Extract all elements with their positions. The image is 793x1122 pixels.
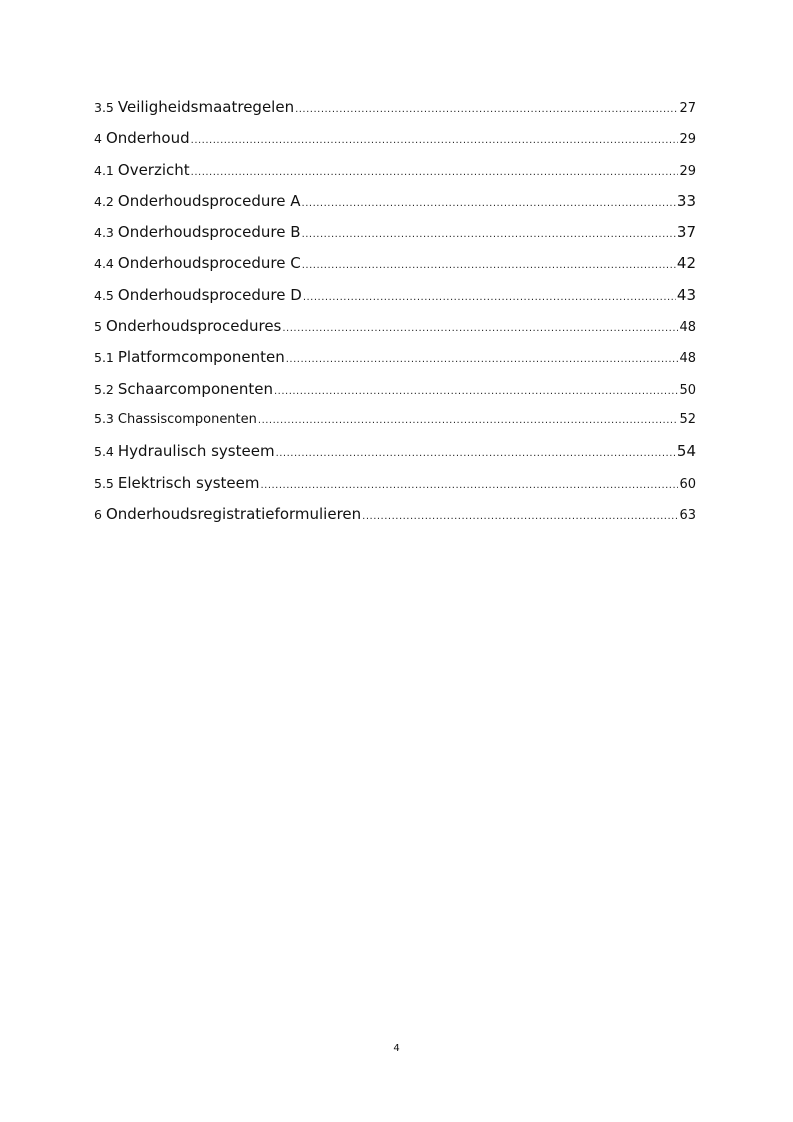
toc-entry-number: 4: [94, 131, 102, 147]
toc-entry-page: 60: [679, 476, 696, 492]
toc-entry[interactable]: [94, 98, 696, 129]
toc-entry-title: Onderhoudsregistratieformulieren: [105, 504, 362, 523]
toc-entry-title: Overzicht: [117, 160, 190, 179]
toc-entry[interactable]: [94, 192, 696, 223]
toc-entry-number: 4.3: [94, 225, 114, 241]
toc-dot-leader: [276, 448, 676, 459]
toc-entry-page: 37: [676, 223, 696, 242]
toc-dot-leader: [302, 260, 676, 271]
toc-entry-page: 54: [676, 442, 696, 461]
toc-dot-leader: [303, 292, 676, 303]
toc-entry[interactable]: [94, 474, 696, 505]
toc-entry-number: 4.1: [94, 162, 114, 178]
toc-entry-page: 48: [679, 320, 696, 336]
toc-entry[interactable]: [94, 129, 696, 160]
toc-entry-page: 50: [679, 382, 696, 398]
toc-dot-leader: [274, 386, 678, 397]
toc-entry-title: Hydraulisch systeem: [117, 442, 275, 461]
toc-entry-title: Schaarcomponenten: [117, 379, 273, 398]
toc-entry[interactable]: [94, 442, 696, 473]
toc-entry-title: Elektrisch systeem: [117, 473, 260, 492]
table-of-contents: [94, 98, 696, 536]
toc-entry-number: 3.5: [94, 100, 114, 115]
toc-entry-number: 5.5: [94, 475, 114, 491]
toc-entry-page: 42: [676, 254, 696, 273]
toc-entry[interactable]: [94, 317, 696, 348]
toc-entry-page: 29: [679, 163, 696, 179]
toc-dot-leader: [191, 167, 679, 178]
toc-entry-title: Veiligheidsmaatregelen: [117, 98, 295, 116]
toc-entry[interactable]: [94, 380, 696, 411]
toc-entry-title: Onderhoudsprocedure A: [117, 191, 301, 210]
toc-entry[interactable]: [94, 161, 696, 192]
toc-entry[interactable]: [94, 254, 696, 285]
toc-entry-number: 4.4: [94, 256, 114, 272]
toc-entry-title: Onderhoudsprocedures: [105, 317, 282, 336]
toc-entry-title: Onderhoud: [105, 129, 190, 148]
toc-entry-number: 5: [94, 319, 102, 335]
toc-entry[interactable]: [94, 348, 696, 379]
toc-dot-leader: [260, 480, 678, 491]
toc-entry-title: Onderhoudsprocedure D: [117, 285, 302, 304]
toc-dot-leader: [258, 415, 679, 426]
toc-dot-leader: [302, 229, 676, 240]
toc-entry[interactable]: [94, 286, 696, 317]
toc-dot-leader: [191, 135, 679, 146]
page-number: 4: [393, 1043, 400, 1054]
toc-entry-page: 43: [676, 285, 696, 304]
toc-entry[interactable]: [94, 223, 696, 254]
toc-dot-leader: [362, 511, 678, 522]
toc-entry-number: 5.1: [94, 350, 114, 366]
toc-dot-leader: [286, 354, 679, 365]
toc-dot-leader: [282, 323, 678, 334]
toc-entry[interactable]: [94, 411, 696, 442]
toc-entry-number: 5.3: [94, 410, 114, 426]
toc-entry-number: 4.2: [94, 193, 114, 209]
toc-dot-leader: [295, 104, 678, 115]
toc-entry-page: 63: [679, 507, 696, 523]
toc-entry-number: 5.4: [94, 444, 114, 460]
toc-entry[interactable]: [94, 505, 696, 536]
toc-entry-title: Onderhoudsprocedure C: [117, 254, 301, 273]
toc-entry-title: Onderhoudsprocedure B: [117, 223, 301, 242]
toc-dot-leader: [302, 198, 676, 209]
toc-entry-number: 4.5: [94, 287, 114, 303]
toc-entry-number: 6: [94, 506, 102, 522]
toc-entry-page: 27: [679, 101, 696, 116]
toc-entry-title: Chassiscomponenten: [117, 411, 257, 427]
toc-entry-page: 29: [679, 132, 696, 148]
toc-entry-page: 52: [679, 411, 696, 427]
toc-entry-title: Platformcomponenten: [117, 348, 285, 367]
toc-entry-page: 48: [679, 351, 696, 367]
toc-entry-page: 33: [676, 191, 696, 210]
toc-entry-number: 5.2: [94, 381, 114, 397]
